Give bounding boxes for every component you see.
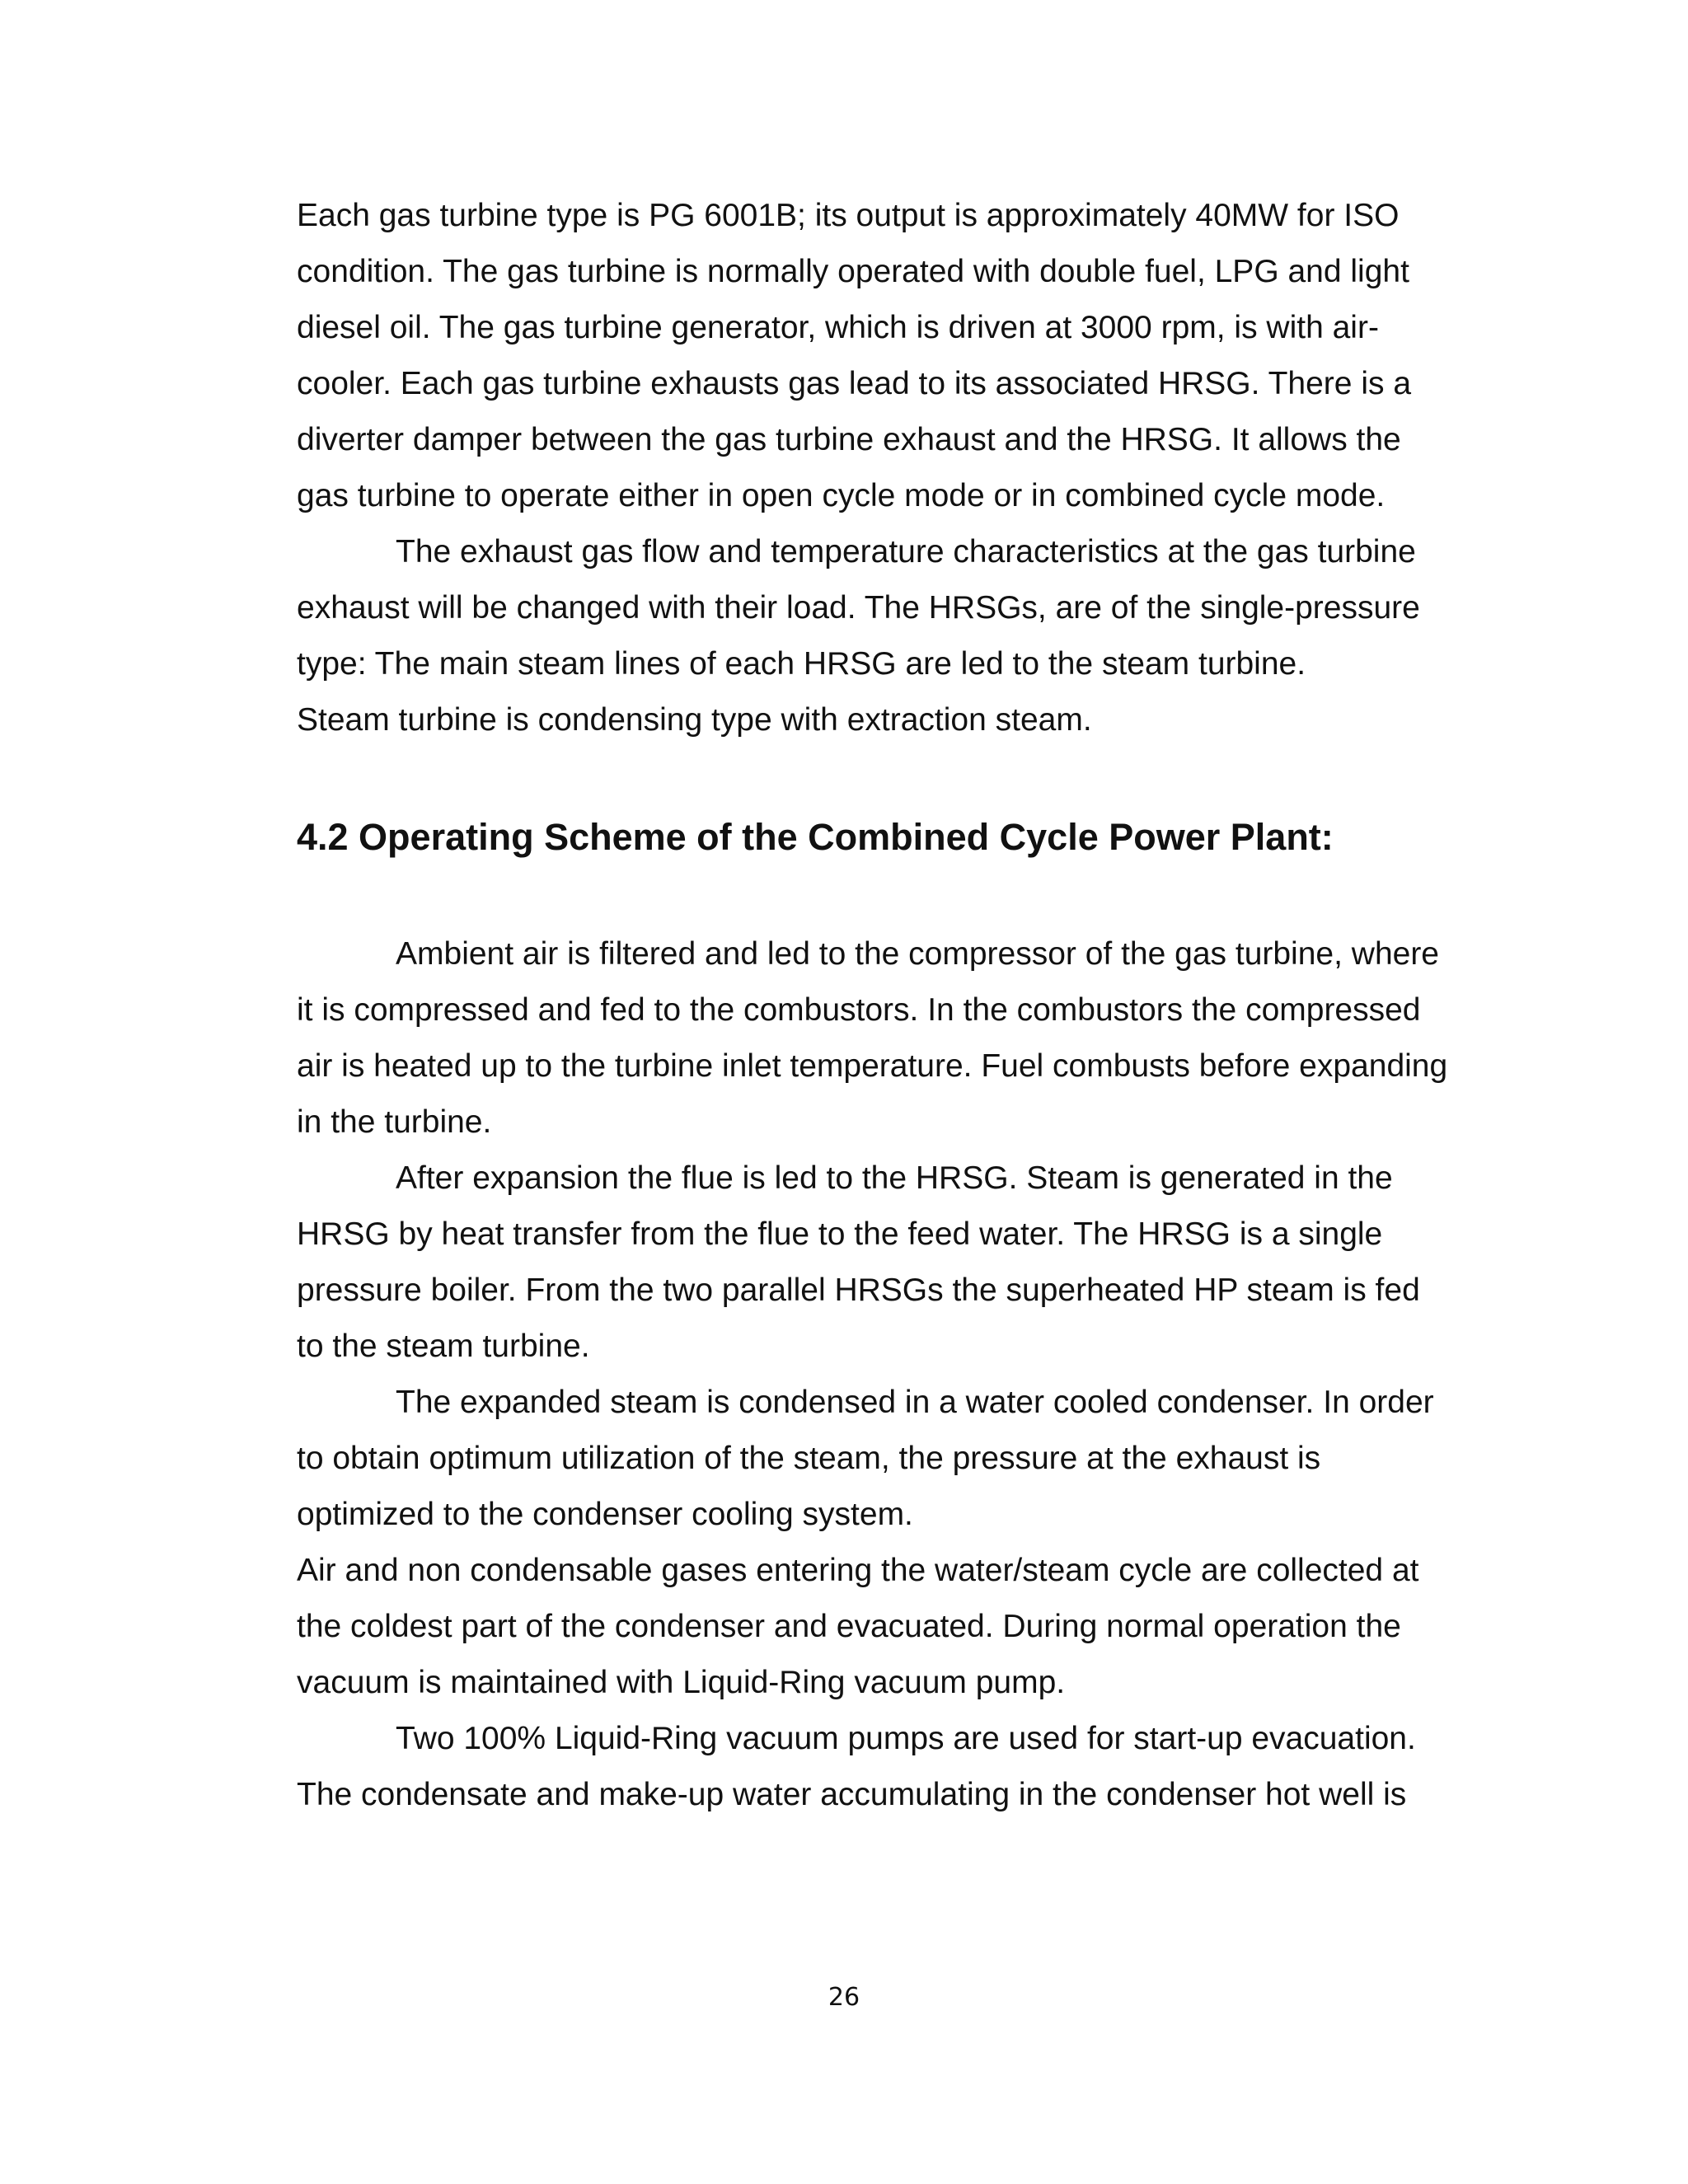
- text-line: Air and non condensable gases entering the water/steam cycle are collected at: [297, 1553, 1419, 1588]
- text-line: HRSG by heat transfer from the flue to the feed water. The HRSG is a single: [297, 1216, 1383, 1252]
- text-line: to the steam turbine.: [297, 1329, 590, 1364]
- text-line: in the turbine.: [297, 1104, 492, 1140]
- text-line: the coldest part of the condenser and evacuated. During normal operation the: [297, 1609, 1401, 1644]
- section-heading: 4.2 Operating Scheme of the Combined Cycle Power Plant:: [297, 816, 1334, 858]
- text-line: gas turbine to operate either in open cycle mode or in combined cycle mode.: [297, 478, 1386, 513]
- text-line: Each gas turbine type is PG 6001B; its output is approximately 40MW for ISO: [297, 198, 1400, 233]
- text-line: The condensate and make-up water accumulating in the condenser hot well is: [297, 1777, 1407, 1812]
- text-line: it is compressed and fed to the combustors. In the combustors the compressed: [297, 992, 1421, 1028]
- text-line: The expanded steam is condensed in a water cooled condenser. In order: [396, 1385, 1434, 1420]
- text-line: Ambient air is filtered and led to the compressor of the gas turbine, where: [396, 936, 1439, 972]
- text-line: Steam turbine is condensing type with extraction steam.: [297, 702, 1092, 738]
- text-line: pressure boiler. From the two parallel HRSGs the superheated HP steam is fed: [297, 1272, 1420, 1308]
- text-line: exhaust will be changed with their load. The HRSGs, are of the single-pressure: [297, 590, 1420, 626]
- text-line: vacuum is maintained with Liquid-Ring vacuum pump.: [297, 1665, 1066, 1700]
- text-line: type: The main steam lines of each HRSG are led to the steam turbine.: [297, 646, 1306, 682]
- text-line: to obtain optimum utilization of the steam, the pressure at the exhaust is: [297, 1441, 1321, 1476]
- text-line: diesel oil. The gas turbine generator, which is driven at 3000 rpm, is with air-: [297, 310, 1379, 345]
- text-line: After expansion the flue is led to the HRSG. Steam is generated in the: [396, 1160, 1393, 1196]
- text-line: The exhaust gas flow and temperature characteristics at the gas turbine: [396, 534, 1416, 569]
- page-number: 26: [828, 1983, 860, 2012]
- text-line: air is heated up to the turbine inlet temperature. Fuel combusts before expanding: [297, 1048, 1448, 1084]
- text-line: optimized to the condenser cooling system.: [297, 1497, 913, 1532]
- text-line: condition. The gas turbine is normally operated with double fuel, LPG and light: [297, 254, 1409, 289]
- text-line: cooler. Each gas turbine exhausts gas lead to its associated HRSG. There is a: [297, 366, 1412, 401]
- text-line: diverter damper between the gas turbine exhaust and the HRSG. It allows the: [297, 422, 1401, 457]
- text-line: Two 100% Liquid-Ring vacuum pumps are used for start-up evacuation.: [396, 1721, 1416, 1756]
